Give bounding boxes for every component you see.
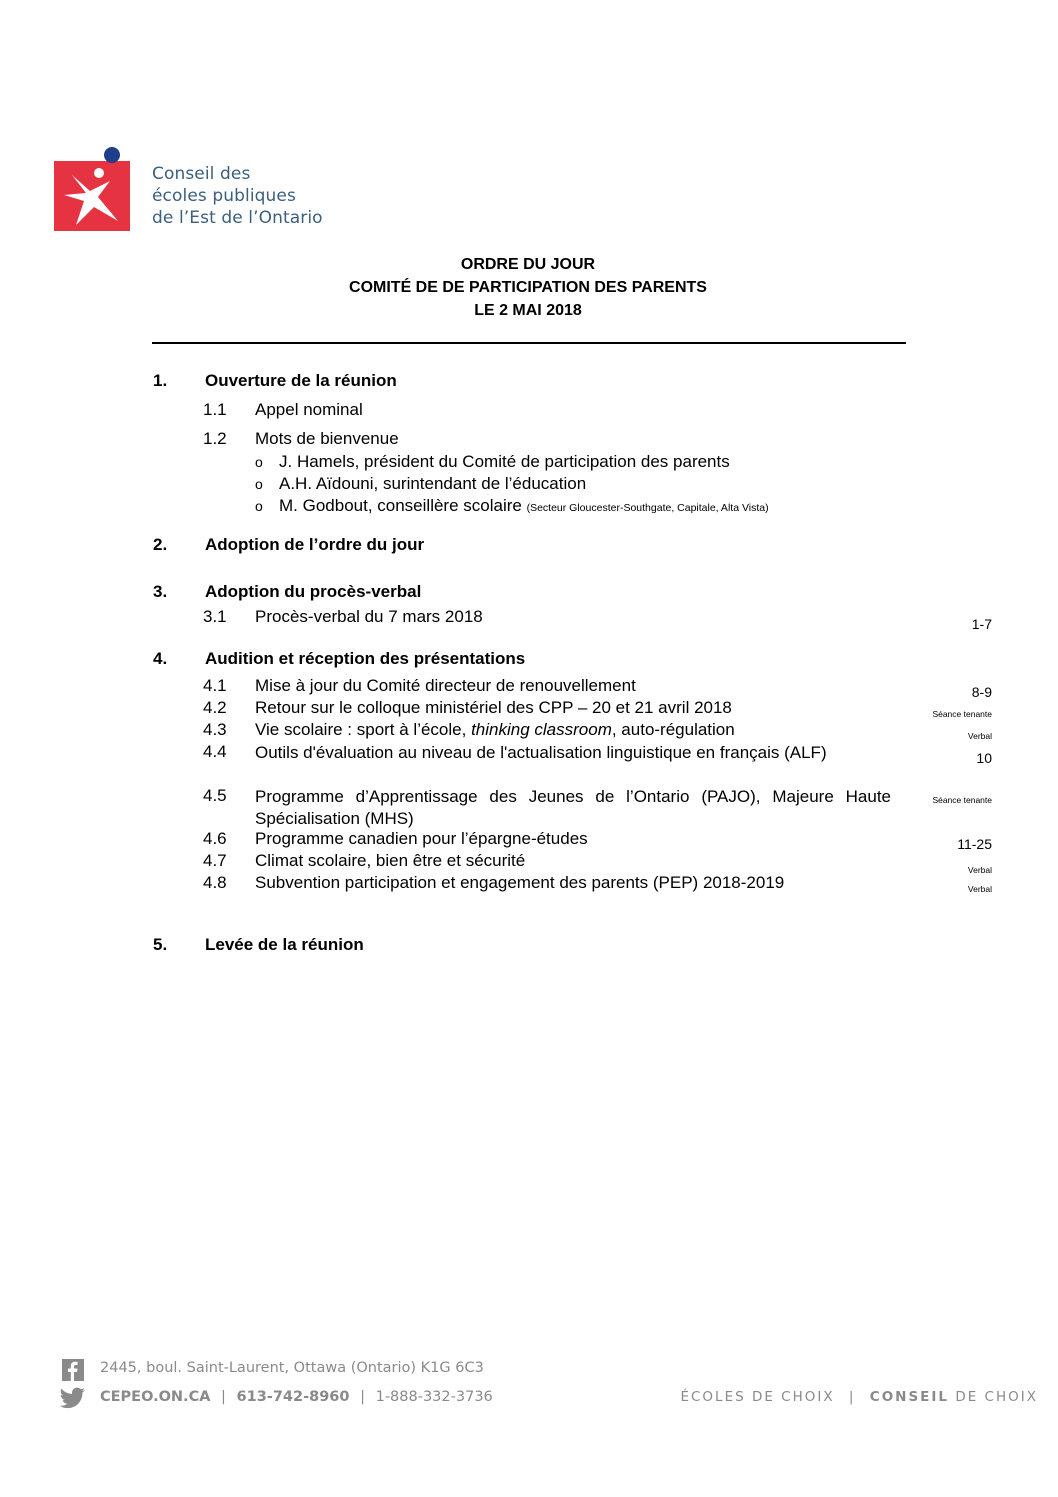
item-text: Outils d'évaluation au niveau de l'actualisation linguistique en français (ALF) [255, 743, 827, 762]
page-ref-4-8: Verbal [967, 884, 992, 894]
item-text: Appel nominal [255, 400, 363, 419]
tagline-part-b-bold: CONSEIL [869, 1389, 950, 1405]
section-number: 4. [153, 649, 168, 668]
title-line-3: LE 2 MAI 2018 [474, 302, 582, 319]
item-number: 4.4 [203, 742, 227, 761]
item-number: 3.1 [203, 607, 227, 626]
bullet-mark: o [255, 498, 263, 514]
logo-line-1: Conseil des [152, 164, 251, 184]
twitter-icon[interactable] [60, 1387, 86, 1409]
footer-tagline [680, 1389, 1038, 1405]
item-text: Mots de bienvenue [255, 429, 399, 448]
item-text: Mise à jour du Comité directeur de renouvellement [255, 676, 636, 695]
item-text-c: , auto-régulation [611, 720, 735, 739]
item-text: Retour sur le colloque ministériel des CPP – 20 et 21 avril 2018 [255, 698, 732, 717]
title-line-2: COMITÉ DE DE PARTICIPATION DES PARENTS [349, 279, 707, 296]
item-text: Climat scolaire, bien être et sécurité [255, 851, 526, 870]
section-title: Adoption du procès-verbal [205, 582, 422, 601]
page-ref-4-5: Séance tenante [932, 795, 992, 805]
item-text-a: Vie scolaire : sport à l’école, [255, 720, 472, 739]
footer-separator: | [221, 1389, 226, 1405]
bullet-text: J. Hamels, président du Comité de participation des parents [279, 452, 730, 471]
logo-line-2: écoles publiques [152, 186, 296, 206]
logo-mark-icon [52, 145, 142, 240]
item-text: Programme d’Apprentissage des Jeunes de l’Ontario (PAJO), Majeure Haute Spécialisation (MHS) [255, 787, 891, 828]
tagline-part-a: ÉCOLES DE CHOIX [680, 1389, 835, 1405]
page-ref-4-6: 11-25 [957, 836, 992, 852]
bullet-main-text: M. Godbout, conseillère scolaire [279, 496, 522, 515]
page-ref-4-7: Verbal [967, 865, 992, 875]
footer-website[interactable]: CEPEO.ON.CA [100, 1389, 211, 1405]
section-number: 5. [153, 935, 168, 954]
item-number: 1.1 [203, 400, 227, 419]
footer-phone-local[interactable]: 613-742-8960 [236, 1389, 350, 1405]
item-text [255, 720, 735, 740]
bullet-sector-note: (Secteur Gloucester-Southgate, Capitale, Alta Vista) [526, 502, 769, 514]
tagline-part-b-rest: DE CHOIX [955, 1389, 1038, 1405]
section-number: 1. [153, 371, 168, 390]
item-number: 1.2 [203, 429, 227, 448]
cepeo-logo [52, 145, 352, 240]
section-number: 3. [153, 582, 168, 601]
footer-phone-tollfree[interactable]: 1-888-332-3736 [375, 1389, 493, 1405]
bullet-text [279, 496, 769, 516]
title-divider [152, 342, 906, 344]
item-number: 4.1 [203, 676, 227, 695]
page-ref-4-1: 8-9 [971, 684, 992, 700]
logo-line-3: de l’Est de l’Ontario [152, 208, 323, 228]
page-ref-4-2: Séance tenante [932, 709, 992, 719]
item-number: 4.2 [203, 698, 227, 717]
section-title: Levée de la réunion [205, 935, 364, 954]
logo-text [152, 163, 323, 229]
item-text-italic: thinking classroom [471, 720, 612, 739]
page-ref-4-4: 10 [976, 750, 992, 766]
page-footer [0, 1355, 1058, 1415]
item-number: 4.5 [203, 786, 227, 805]
page-ref-3-1: 1-7 [971, 616, 992, 632]
footer-separator: | [360, 1389, 365, 1405]
section-title: Audition et réception des présentations [205, 649, 526, 668]
item-text: Subvention participation et engagement des parents (PEP) 2018-2019 [255, 873, 785, 892]
footer-contact [100, 1389, 493, 1405]
title-line-1: ORDRE DU JOUR [460, 256, 596, 273]
item-number: 4.3 [203, 720, 227, 739]
bullet-text: A.H. Aïdouni, surintendant de l’éducation [279, 474, 587, 493]
section-number: 2. [153, 535, 168, 554]
tagline-separator: | [848, 1389, 856, 1405]
item-text: Procès-verbal du 7 mars 2018 [255, 607, 483, 626]
bullet-mark: o [255, 476, 263, 492]
item-number: 4.6 [203, 829, 227, 848]
section-title: Ouverture de la réunion [205, 371, 397, 390]
section-title: Adoption de l’ordre du jour [205, 535, 425, 554]
facebook-icon[interactable] [62, 1359, 84, 1381]
item-number: 4.8 [203, 873, 227, 892]
item-number: 4.7 [203, 851, 227, 870]
page-ref-4-3: Verbal [967, 731, 992, 741]
footer-address: 2445, boul. Saint-Laurent, Ottawa (Ontario) K1G 6C3 [100, 1360, 484, 1376]
item-text: Programme canadien pour l’épargne-études [255, 829, 588, 848]
document-title [150, 253, 906, 322]
bullet-mark: o [255, 454, 263, 470]
